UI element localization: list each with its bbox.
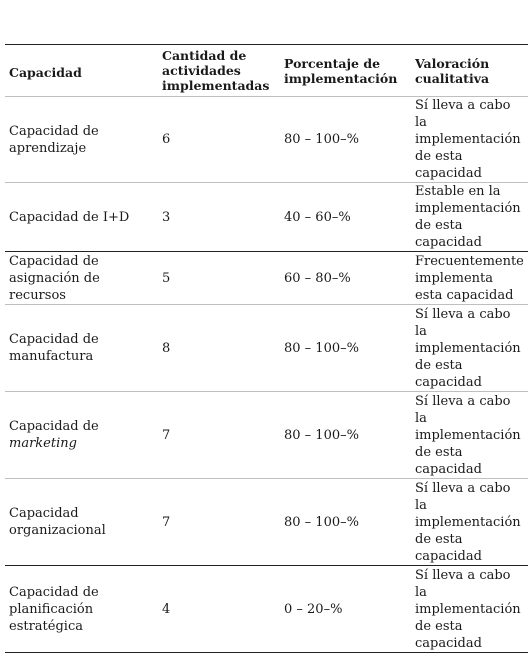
cell-capacidad: Capacidad de I+D xyxy=(9,209,130,225)
cell-valoracion: Estable en la implementación de esta capacidad xyxy=(415,184,521,250)
cell-cantidad: 3 xyxy=(162,209,171,225)
cell-cantidad: 4 xyxy=(162,601,171,617)
cell-cantidad: 7 xyxy=(162,427,171,443)
cell-porcentaje: 80 – 100–% xyxy=(284,132,359,147)
cell-capacidad: Capacidad de planificación estratégica xyxy=(9,584,99,634)
header-capacidad: Capacidad xyxy=(9,65,82,80)
table-row xyxy=(5,97,528,182)
capacities-table xyxy=(5,44,528,653)
table-row xyxy=(5,183,528,251)
cell-valoracion: Frecuentemente implementa esta capacidad xyxy=(415,253,524,303)
cell-porcentaje: 80 – 100–% xyxy=(284,340,359,356)
cell-capacidad: Capacidad de asignación de recursos xyxy=(9,253,100,303)
header-porcentaje: Porcentaje de implementación xyxy=(284,55,398,86)
table-row xyxy=(5,252,528,304)
cell-porcentaje: 80 – 100–% xyxy=(284,427,359,443)
cell-porcentaje: 80 – 100–% xyxy=(284,514,359,530)
cell-porcentaje: 60 – 80–% xyxy=(284,270,351,286)
cell-valoracion: Sí lleva a cabo la implementación de esta capacidad xyxy=(415,480,521,564)
header-cantidad: Cantidad de actividades implementadas xyxy=(162,48,270,93)
cell-capacidad: Capacidad organizacional xyxy=(9,506,106,538)
cell-capacidad: Capacidad de aprendizaje xyxy=(9,123,99,156)
table-row xyxy=(5,392,528,478)
cell-capacidad xyxy=(9,392,154,478)
cell-porcentaje: 0 – 20–% xyxy=(284,601,343,617)
cell-cantidad: 7 xyxy=(162,514,171,530)
cell-cantidad: 5 xyxy=(162,270,171,286)
cell-cantidad: 6 xyxy=(162,132,171,147)
cell-porcentaje: 40 – 60–% xyxy=(284,209,351,225)
table-header-row xyxy=(5,45,528,96)
cell-valoracion: Sí lleva a cabo la implementación de esta capacidad xyxy=(415,98,521,181)
cell-valoracion: Sí lleva a cabo la implementación de esta capacidad xyxy=(415,393,521,477)
cell-cantidad: 8 xyxy=(162,340,171,356)
table-row xyxy=(5,479,528,565)
table-row xyxy=(5,566,528,652)
capacidad-prefix: Capacidad de xyxy=(9,419,99,434)
capacidad-italic-term: marketing xyxy=(9,436,77,451)
table-row xyxy=(5,305,528,391)
cell-capacidad: Capacidad de manufactura xyxy=(9,332,99,364)
header-valoracion: Valoración cualitativa xyxy=(415,55,490,86)
cell-valoracion: Sí lleva a cabo la implementación de esta capacidad xyxy=(415,567,521,651)
cell-valoracion: Sí lleva a cabo la implementación de esta capacidad xyxy=(415,306,521,390)
